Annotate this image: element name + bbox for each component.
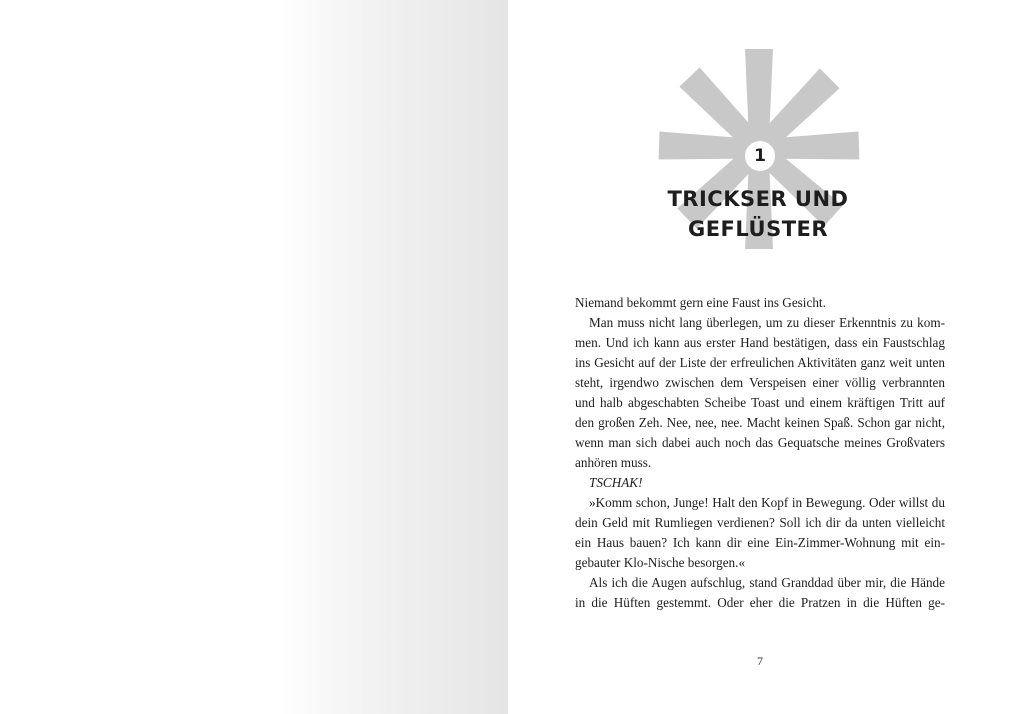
text-line: Man muss nicht lang überlegen, um zu dieser Erkenntnis zu kom- <box>589 315 945 330</box>
text-line: steht, irgendwo zwischen dem Verspeisen einer völlig verbrannten <box>575 375 945 390</box>
text-line: wenn man sich dabei auch noch das Gequatsche meines Großvaters <box>575 435 945 450</box>
page-number: 7 <box>757 654 763 668</box>
text-line: »Komm schon, Junge! Halt den Kopf in Bewegung. Oder willst du <box>589 495 945 510</box>
text-line: TSCHAK! <box>589 475 643 490</box>
text-line: gebauter Klo-Nische besorgen.« <box>575 555 746 570</box>
text-line: Als ich die Augen aufschlug, stand Granddad über mir, die Hände <box>589 575 945 590</box>
left-page-blank <box>0 0 508 714</box>
text-line: anhören muss. <box>575 455 652 470</box>
text-line: dein Geld mit Rumliegen verdienen? Soll ich dir da unten vielleicht <box>575 515 945 530</box>
text-line: Niemand bekommt gern eine Faust ins Gesicht. <box>575 295 826 310</box>
text-line: in die Hüften gestemmt. Oder eher die Pratzen in die Hüften ge- <box>575 595 945 610</box>
text-line: ins Gesicht auf der Liste der erfreulichen Aktivitäten ganz weit unten <box>575 355 945 370</box>
chapter-title: TRICKSER UND GEFLÜSTER <box>667 187 849 241</box>
text-line: men. Und ich kann aus erster Hand bestätigen, dass ein Faustschlag <box>575 335 945 350</box>
chapter-body-text <box>575 293 945 613</box>
text-line: ein Haus bauen? Ich kann dir eine Ein-Zimmer-Wohnung mit ein- <box>575 535 945 550</box>
right-page <box>508 0 1020 714</box>
text-line: den großen Zeh. Nee, nee, nee. Macht keinen Spaß. Schon gar nicht, <box>575 415 945 430</box>
text-line: und halb abgeschabten Scheibe Toast und einem kräftigen Tritt auf <box>575 395 945 410</box>
chapter-number: 1 <box>745 141 775 171</box>
